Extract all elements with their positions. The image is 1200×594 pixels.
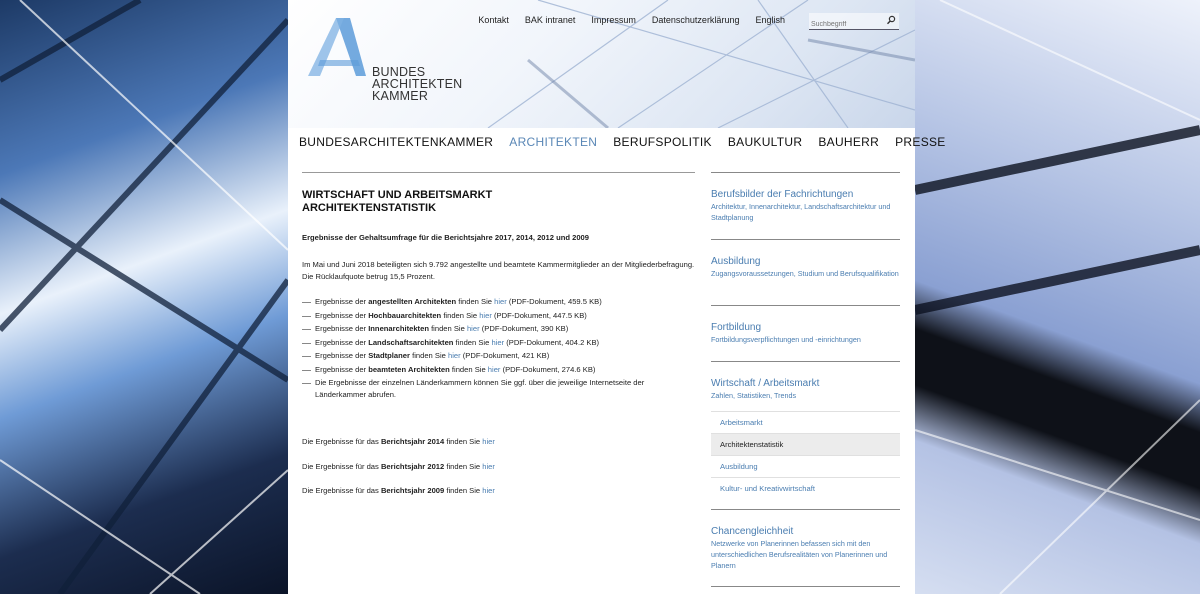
pdf-link[interactable]: hier <box>487 364 501 374</box>
sidebar-subtitle: Fortbildungsverpflichtungen und -einrichtungen <box>711 335 861 344</box>
intro-paragraph: Im Mai und Juni 2018 beteiligten sich 9.792 angestellte und beamtete Kammermitglieder an der Mitgliederbefragung. Die Rücklaufquote betrug 15,5 Prozent. <box>302 260 695 281</box>
sidebar-subtitle: Zugangsvoraussetzungen, Studium und Berufsqualifikation <box>711 269 899 278</box>
text: Ergebnisse der <box>315 324 369 333</box>
text: finden Sie <box>428 324 467 333</box>
meta-nav-bak-intranet[interactable]: BAK intranet <box>524 15 576 25</box>
text: finden Sie <box>409 351 448 360</box>
text: Ergebnisse der <box>315 310 369 320</box>
main-nav-baukultur[interactable]: BAUKULTUR <box>727 135 803 149</box>
meta-nav-impressum[interactable]: Impressum <box>591 15 636 25</box>
logo-a-mark <box>306 18 376 80</box>
sidebar-section-ausbildung <box>711 239 900 305</box>
search-box <box>809 13 899 30</box>
sidebar <box>711 172 900 587</box>
main-nav-berufspolitik[interactable]: BERUFSPOLITIK <box>613 135 712 149</box>
meta-nav-kontakt[interactable]: Kontakt <box>478 15 509 25</box>
logo-line-2: ARCHITEKTEN <box>372 77 463 91</box>
year-2012-line <box>302 462 495 471</box>
sidebar-title[interactable]: Fortbildung <box>711 322 762 333</box>
bold-text: angestellten Architekten <box>368 297 457 306</box>
sidebar-subtitle: Zahlen, Statistiken, Trends <box>711 391 797 400</box>
list-item <box>302 377 695 400</box>
sidebar-title[interactable]: Ausbildung <box>711 256 761 267</box>
text: Die Ergebnisse für das <box>302 462 381 471</box>
page-title: WIRTSCHAFT UND ARBEITSMARKT <box>302 189 493 201</box>
text: (PDF-Dokument, 459.5 KB) <box>506 297 602 306</box>
main-nav-architekten[interactable]: ARCHITEKTEN <box>509 135 598 149</box>
bold-text: Innenarchitekten <box>368 324 429 333</box>
list-item <box>302 323 695 335</box>
page-subtitle: ARCHITEKTENSTATISTIK <box>302 202 437 214</box>
text: finden Sie <box>441 310 480 320</box>
meta-nav-english[interactable]: English <box>755 15 785 25</box>
bold-text: Landschaftsarchitekten <box>368 337 454 347</box>
text: Ergebnisse der <box>315 337 369 347</box>
pdf-link[interactable]: hier <box>447 351 461 360</box>
text: finden Sie <box>453 337 492 347</box>
text: (PDF-Dokument, 274.6 KB) <box>500 364 596 374</box>
logo[interactable] <box>306 18 506 108</box>
sidebar-title[interactable]: Wirtschaft / Arbeitsmarkt <box>711 378 820 389</box>
list-item <box>302 364 695 376</box>
sidebar-section-fortbildung <box>711 305 900 361</box>
year-2012-link[interactable]: hier <box>482 462 495 471</box>
pdf-link[interactable]: hier <box>491 337 505 347</box>
sidebar-title[interactable]: Berufsbilder der Fachrichtungen <box>711 189 854 200</box>
sidebar-section-chancengleichheit <box>711 509 900 587</box>
logo-line-3: KAMMER <box>372 89 429 103</box>
subnav-kultur-kreativwirtschaft[interactable]: Kultur- und Kreativwirtschaft <box>711 477 900 499</box>
logo-line-1: BUNDES <box>372 65 426 79</box>
sidebar-section-berufsbilder <box>711 172 900 239</box>
subnav-architektenstatistik[interactable]: Architektenstatistik <box>711 433 900 455</box>
year-2014-link[interactable]: hier <box>482 437 495 446</box>
logo-wordmark <box>372 66 462 102</box>
text: Die Ergebnisse der einzelnen Länderkammern können Sie ggf. über die jeweilige Internetseite der Länderkammer abrufen. <box>315 378 645 399</box>
text: Ergebnisse der <box>315 364 369 374</box>
pdf-link[interactable]: hier <box>494 297 507 306</box>
bold-text: Berichtsjahr 2009 <box>380 486 445 495</box>
text: (PDF-Dokument, 390 KB) <box>479 324 569 333</box>
meta-navigation <box>478 15 785 25</box>
text: (PDF-Dokument, 447.5 KB) <box>491 310 587 320</box>
bold-text: Berichtsjahr 2014 <box>380 437 445 446</box>
year-2014-line <box>302 437 495 446</box>
text: (PDF-Dokument, 421 KB) <box>460 351 550 360</box>
main-nav-bauherr[interactable]: BAUHERR <box>818 135 880 149</box>
search-input[interactable] <box>809 18 887 31</box>
text: Die Ergebnisse für das <box>302 486 381 495</box>
pdf-link[interactable]: hier <box>466 324 480 333</box>
main-content <box>302 172 695 402</box>
meta-nav-datenschutz[interactable]: Datenschutzerklärung <box>651 15 740 25</box>
year-2009-line <box>302 486 495 495</box>
bold-text: Stadtplaner <box>368 351 410 360</box>
text: finden Sie <box>444 462 483 471</box>
text: (PDF-Dokument, 404.2 KB) <box>504 337 600 347</box>
sidebar-subtitle: Netzwerke von Planerinnen befassen sich mit den unterschiedlichen Berufsrealitäten von Planerinnen und Planern <box>711 539 888 570</box>
main-nav-presse[interactable]: PRESSE <box>895 135 946 149</box>
bold-text: beamteten Architekten <box>368 364 450 374</box>
text: finden Sie <box>456 297 495 306</box>
main-navigation <box>288 128 946 156</box>
text: finden Sie <box>444 437 483 446</box>
pdf-link[interactable]: hier <box>479 310 492 320</box>
list-item <box>302 337 695 349</box>
lead-heading: Ergebnisse der Gehaltsumfrage für die Berichtsjahre 2017, 2014, 2012 und 2009 <box>302 233 590 242</box>
list-item <box>302 310 695 322</box>
header <box>288 0 915 128</box>
sidebar-section-wirtschaft <box>711 361 900 509</box>
sidebar-subtitle: Architektur, Innenarchitektur, Landschaftsarchitektur und Stadtplanung <box>711 202 891 222</box>
text: finden Sie <box>444 486 483 495</box>
sidebar-subnav <box>711 411 900 499</box>
page-container <box>288 0 946 594</box>
list-item <box>302 296 695 308</box>
results-list <box>302 296 695 400</box>
main-nav-bundesarchitektenkammer[interactable]: BUNDESARCHITEKTENKAMMER <box>299 135 494 149</box>
text: Ergebnisse der <box>315 297 369 306</box>
sidebar-title[interactable]: Chancengleichheit <box>711 526 794 537</box>
text: Die Ergebnisse für das <box>302 437 381 446</box>
subnav-ausbildung[interactable]: Ausbildung <box>711 455 900 477</box>
text: finden Sie <box>449 364 488 374</box>
bold-text: Berichtsjahr 2012 <box>380 462 445 471</box>
text: Ergebnisse der <box>315 351 369 360</box>
subnav-arbeitsmarkt[interactable]: Arbeitsmarkt <box>711 411 900 433</box>
search-icon[interactable] <box>886 15 896 25</box>
bold-text: Hochbauarchitekten <box>368 310 442 320</box>
list-item <box>302 350 695 362</box>
year-2009-link[interactable]: hier <box>482 486 495 495</box>
